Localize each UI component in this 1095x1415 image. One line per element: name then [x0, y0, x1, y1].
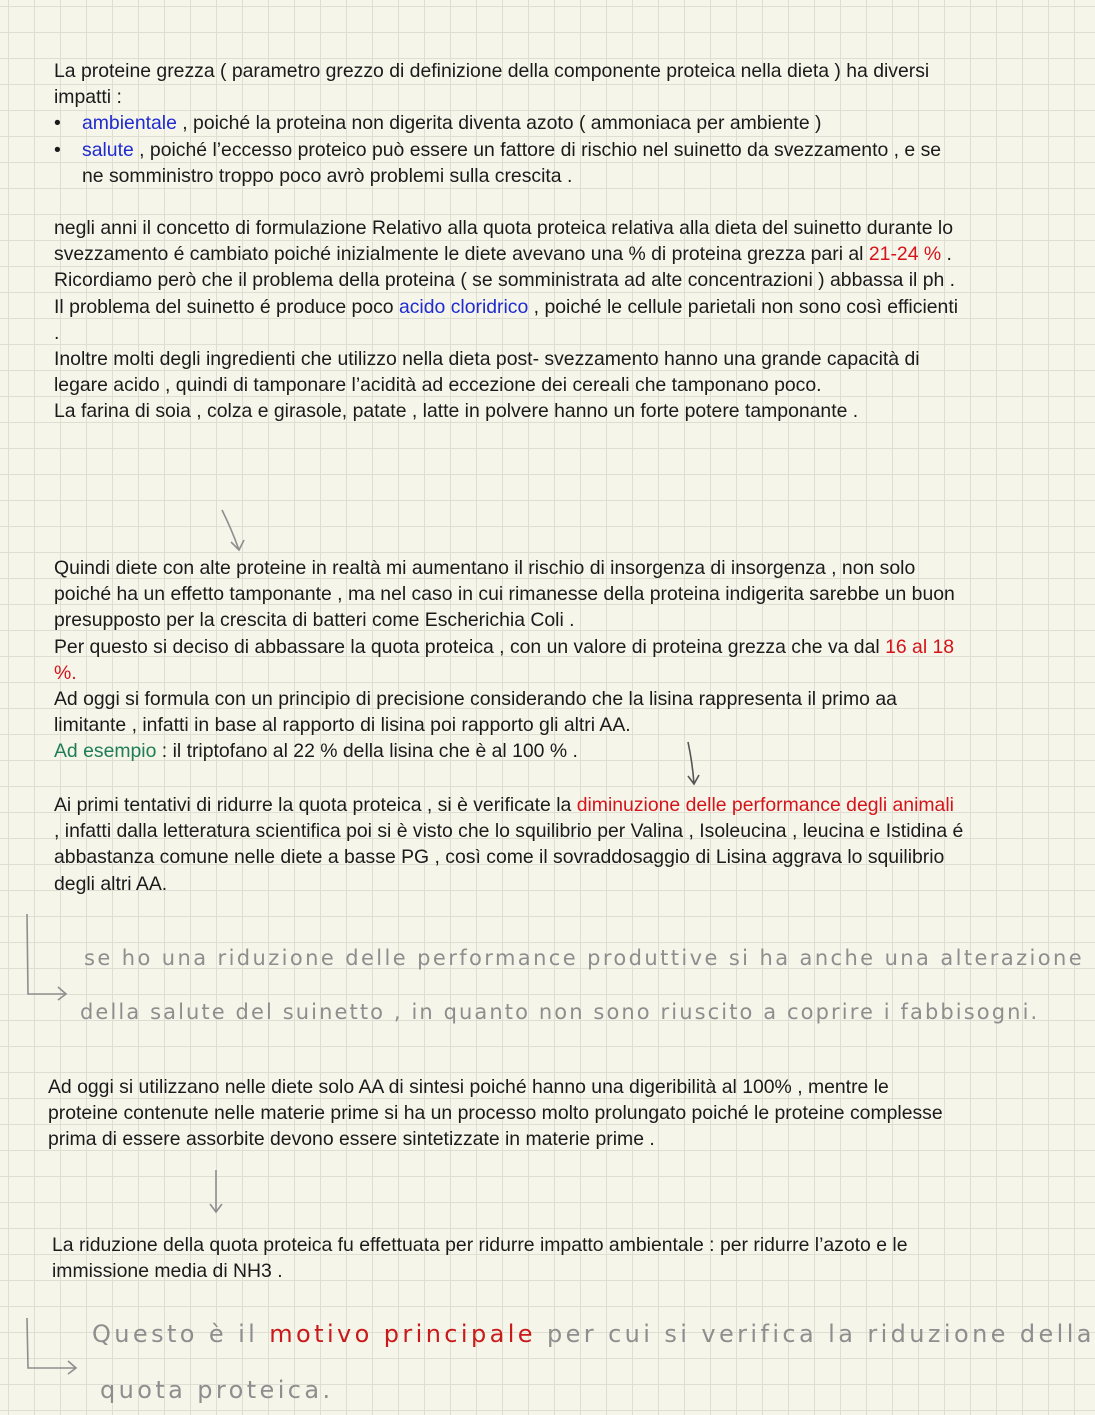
- down-arrow-icon: [206, 1168, 226, 1216]
- impacts-list: [54, 110, 959, 189]
- text-run: Ai primi tentativi di ridurre la quota proteica , si è verificate la: [54, 794, 577, 816]
- highlight-value: 21-24 %: [868, 243, 942, 266]
- corner-arrow-icon: [20, 910, 70, 1000]
- paragraph-synthetic-aa: [48, 1074, 960, 1153]
- handwritten-note-line: quota proteica.: [100, 1376, 334, 1404]
- intro-text: La proteine grezza ( parametro grezzo di definizione della componente proteica nella dieta ) ha diversi impatti :: [54, 60, 930, 109]
- sentence: Quindi diete con alte proteine in realtà mi aumentano il rischio di insorgenza di insorgenza , non solo poiché ha un effetto tamponante , ma nel caso in cui rimanesse della proteina indigerita sarebbe un buon presupposto per la crescita di batteri come Escherichia Coli .: [54, 557, 955, 632]
- sentence: [54, 215, 959, 267]
- text-run: Questo è il: [92, 1320, 270, 1348]
- sentence: La farina di soia , colza e girasole, patate , latte in polvere hanno un forte potere tamponante .: [54, 400, 859, 423]
- handwritten-note-line: della salute del suinetto , in quanto non sono riuscito a coprire i fabbisogni.: [80, 1000, 1040, 1024]
- sentence: Ad oggi si utilizzano nelle diete solo AA di sintesi poiché hanno una digeribilità al 100% , mentre le proteine contenute nelle materie prime si ha un processo molto prolungato poiché le proteine complesse prima di essere assorbite devono essere sintetizzate in materie prime .: [48, 1076, 943, 1151]
- down-arrow-icon: [682, 740, 706, 788]
- text-run: per cui si verifica la riduzione della: [535, 1320, 1095, 1348]
- paragraph-reduction: [52, 1232, 952, 1284]
- handwritten-note-line: [92, 1320, 1095, 1348]
- sentence: [54, 738, 959, 764]
- highlight-value: 16 al 18 %.: [54, 635, 955, 684]
- text-run: : il triptofano al 22 % della lisina che è al 100 % .: [156, 740, 578, 763]
- paragraph-high-protein: [54, 555, 959, 765]
- text-run: Per questo si deciso di abbassare la quota proteica , con un valore di proteina grezza che va dal: [54, 635, 886, 658]
- sentence: [54, 634, 959, 686]
- highlight-performance: diminuzione delle performance degli animali: [576, 794, 954, 816]
- text-run: , infatti dalla letteratura scientifica poi si è visto che lo squilibrio per Valina , Isoleucina , leucina e Istidina é abbastanza comune nelle diete a basse PG , così come il sovraddosaggio di Lisina aggrava lo squilibrio degli altri AA.: [54, 820, 964, 895]
- bullet-text: , poiché l’eccesso proteico può essere un fattore di rischio nel suinetto da svezzamento , e se ne somministro troppo poco avrò problemi sulla crescita .: [82, 138, 942, 187]
- sentence: [54, 792, 964, 897]
- list-item: [54, 110, 959, 136]
- sentence: [54, 294, 959, 346]
- highlight-salute: salute: [82, 138, 134, 161]
- highlight-ambientale: ambientale: [82, 112, 177, 135]
- sentence: La riduzione della quota proteica fu effettuata per ridurre impatto ambientale : per ridurre l’azoto e le immissione media di NH3 .: [52, 1234, 908, 1283]
- sentence: Ad oggi si formula con un principio di precisione considerando che la lisina rappresenta il primo aa limitante , infatti in base al rapporto di lisina poi rapporto gli altri AA.: [54, 688, 897, 737]
- handwritten-note-line: se ho una riduzione delle performance produttive si ha anche una alterazione: [84, 946, 1085, 970]
- text-run: Il problema del suinetto é produce poco: [54, 295, 399, 318]
- highlight-motivo-principale: motivo principale: [269, 1320, 536, 1348]
- highlight-acido-cloridrico: acido cloridrico: [398, 295, 529, 318]
- text-run: negli anni il concetto di formulazione Relativo alla quota proteica relativa alla dieta del suinetto durante lo svezzamento é cambiato poiché inizialmente le diete avevano una % di proteina grezza pari al: [54, 217, 953, 266]
- down-arrow-icon: [220, 508, 250, 554]
- highlight-example: Ad esempio: [54, 740, 157, 763]
- list-item: [54, 137, 959, 189]
- sentence: Ricordiamo però che il problema della proteina ( se somministrata ad alte concentrazioni ) abbassa il ph .: [54, 269, 956, 292]
- bullet-text: , poiché la proteina non digerita diventa azoto ( ammoniaca per ambiente ): [176, 112, 822, 135]
- corner-arrow-icon: [20, 1314, 80, 1374]
- paragraph-performance: [54, 792, 964, 897]
- text-run: .: [941, 243, 952, 266]
- paragraph-formulation: [54, 215, 959, 425]
- paragraph-intro: [54, 58, 959, 189]
- sentence: Inoltre molti degli ingredienti che utilizzo nella dieta post- svezzamento hanno una grande capacità di legare acido , quindi di tamponare l’acidità ad eccezione dei cereali che tamponano poco.: [54, 348, 920, 397]
- text-run: , poiché le cellule parietali non sono così efficienti .: [54, 295, 959, 344]
